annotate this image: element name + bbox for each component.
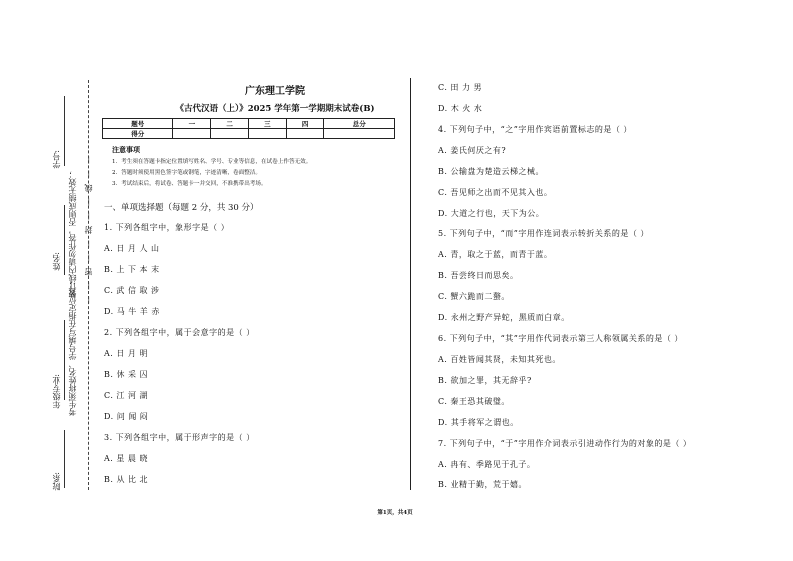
option-line: D. 其手将军之谓也。 bbox=[438, 418, 519, 427]
binding-dashed-line bbox=[88, 80, 89, 490]
option-line: D. 问 闻 闷 bbox=[104, 412, 149, 421]
question-line: 1. 下列各组字中，象形字是（ ） bbox=[104, 223, 230, 232]
score-table bbox=[102, 118, 395, 139]
score-header-cell: 题号 bbox=[103, 119, 173, 129]
score-cell bbox=[248, 129, 286, 139]
student-id-label: 学号: bbox=[52, 150, 61, 169]
option-line: A. 星 晨 晓 bbox=[104, 454, 148, 463]
score-row-label: 得分 bbox=[103, 129, 173, 139]
notice-item: 3．考试结束后，将试卷、答题卡一并交回，不准携带出考场。 bbox=[112, 181, 267, 187]
score-header-cell: 二 bbox=[211, 119, 249, 129]
option-line: B. 上 下 本 末 bbox=[104, 265, 160, 274]
option-line: B. 休 采 囚 bbox=[104, 370, 149, 379]
score-header-cell: 四 bbox=[286, 119, 324, 129]
option-line: C. 秦王恐其破璧。 bbox=[438, 397, 510, 406]
option-line: B. 欲加之罪，其无辞乎? bbox=[438, 376, 532, 385]
option-line: D. 木 火 水 bbox=[438, 104, 483, 113]
question-line: 7. 下列句子中，“于”字用作介词表示引进动作行为的对象的是（ ） bbox=[438, 439, 692, 448]
option-line: C. 江 河 湖 bbox=[104, 391, 149, 400]
option-line: B. 从 比 北 bbox=[104, 475, 149, 484]
score-header-cell: 一 bbox=[173, 119, 211, 129]
question-line: 5. 下列句子中，“而”字用作连词表示转折关系的是（ ） bbox=[438, 229, 649, 238]
option-line: B. 业精于勤，荒于嬉。 bbox=[438, 480, 527, 489]
score-cell bbox=[173, 129, 211, 139]
grade-major-line bbox=[64, 320, 65, 400]
score-table-header-row bbox=[103, 119, 395, 129]
score-header-cell: 总分 bbox=[324, 119, 395, 129]
option-line: C. 吾见师之出而不见其入也。 bbox=[438, 188, 553, 197]
name-label: 姓名: bbox=[52, 252, 61, 271]
grade-major-label: 年级专业: bbox=[52, 374, 61, 409]
question-line: 2. 下列各组字中，属于会意字的是（ ） bbox=[104, 328, 255, 337]
option-line: D. 马 牛 羊 赤 bbox=[104, 307, 160, 316]
name-line bbox=[64, 205, 65, 275]
option-line: A. 青，取之于蓝，而青于蓝。 bbox=[438, 250, 553, 259]
exam-title: 《古代汉语（上）》2025 学年第一学期期末试卷(B) bbox=[175, 104, 375, 114]
score-header-cell: 三 bbox=[248, 119, 286, 129]
option-line: B. 吾尝终日而思矣。 bbox=[438, 271, 519, 280]
student-id-line bbox=[64, 96, 65, 166]
school-name: 广东理工学院 bbox=[245, 86, 305, 97]
notice-item: 2．答题时须使用黑色签字笔或钢笔，字迹清晰，卷面整洁。 bbox=[112, 170, 261, 176]
option-line: D. 永州之野产异蛇，黑质而白章。 bbox=[438, 313, 570, 322]
question-line: 3. 下列各组字中，属于形声字的是（ ） bbox=[104, 433, 255, 442]
option-line: C. 田 力 男 bbox=[438, 83, 483, 92]
option-line: B. 公输盘为楚造云梯之械。 bbox=[438, 167, 544, 176]
option-line: C. 武 信 取 涉 bbox=[104, 286, 160, 295]
option-line: A. 日 月 明 bbox=[104, 349, 148, 358]
score-cell bbox=[286, 129, 324, 139]
column-divider bbox=[410, 78, 411, 490]
binding-note-1: 装订线内请勿作答，否则成绩无效； bbox=[68, 170, 77, 298]
question-line: 4. 下列句子中，“之”字用作宾语前置标志的是（ ） bbox=[438, 125, 632, 134]
page-footer: 第1页，共4页 bbox=[377, 510, 413, 516]
question-line: 6. 下列句子中，“其”字用作代词表示第三人称领属关系的是（ ） bbox=[438, 334, 683, 343]
score-cell bbox=[324, 129, 395, 139]
option-line: A. 百姓皆闻其贤，未知其死也。 bbox=[438, 355, 561, 364]
option-line: A. 姜氏何厌之有? bbox=[438, 146, 507, 155]
score-table-score-row bbox=[103, 129, 395, 139]
notice-title: 注意事项 bbox=[112, 145, 140, 154]
option-line: A. 日 月 人 山 bbox=[104, 244, 160, 253]
section-heading: 一、单项选择题（每题 2 分，共 30 分） bbox=[104, 203, 259, 213]
option-line: D. 大道之行也，天下为公。 bbox=[438, 209, 545, 218]
seal-text: ——密——封——线—— bbox=[84, 150, 93, 304]
binding-note-2: 考生须将姓名、学号填写在指定位置； bbox=[68, 280, 77, 416]
option-line: C. 蟹六跪而二螯。 bbox=[438, 292, 510, 301]
notice-item: 1．考生须在答题卡指定位置填写姓名、学号、专业等信息，在试卷上作答无效。 bbox=[112, 159, 312, 165]
option-line: A. 冉有、季路见于孔子。 bbox=[438, 460, 536, 469]
college-line bbox=[64, 430, 65, 488]
score-cell bbox=[211, 129, 249, 139]
college-label: 院系: bbox=[52, 472, 61, 491]
